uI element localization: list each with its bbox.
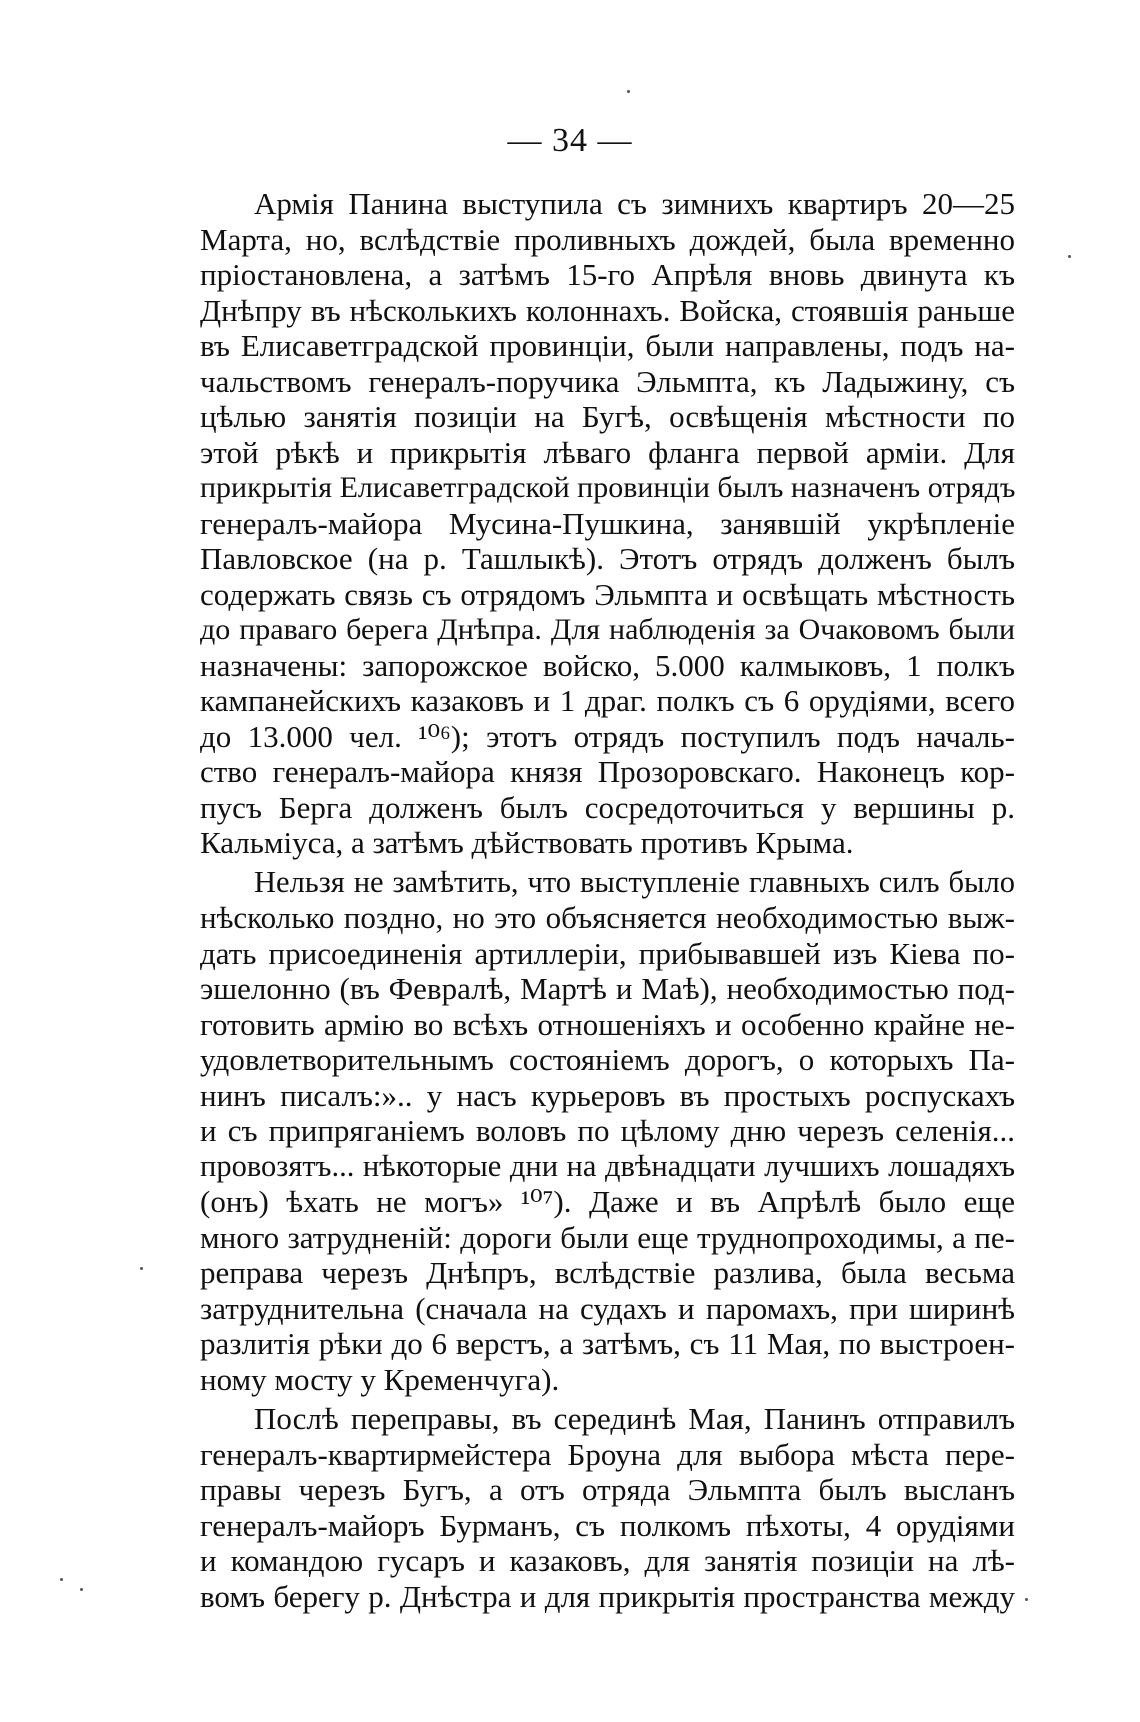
scan-speck (60, 1578, 63, 1581)
scan-speck (80, 1588, 83, 1591)
text-line: Днѣпру въ нѣсколькихъ колоннахъ. Войска, стоявшія раньше (200, 292, 1015, 328)
text-line: ному мосту у Кременчуга). (200, 1361, 560, 1397)
text-line: провозятъ... нѣкоторые дни на двѣнадцати лучшихъ лошадяхъ (200, 1148, 1015, 1183)
text-line: удовлетворительнымъ состояніемъ дорогъ, о которыхъ Па- (200, 1042, 1015, 1077)
text-line: цѣлью занятія позиціи на Бугѣ, освѣщенія мѣстности по (200, 399, 1015, 434)
text-line: пусъ Берга долженъ былъ сосредоточиться у вершины р. (200, 789, 1015, 825)
text-line: вомъ берегу р. Днѣстра и для прикрытія пространства между (200, 1578, 1015, 1614)
text-line: правы черезъ Бугъ, а отъ отряда Эльмпта былъ высланъ (200, 1472, 1015, 1507)
text-line: ство генералъ-майора князя Прозоровскаго. Наконецъ кор- (200, 754, 1015, 789)
text-line: нѣсколько поздно, но это объясняется необходимостью выж- (200, 900, 1015, 935)
text-line: эшелонно (въ Февралѣ, Мартѣ и Маѣ), необходимостью под- (200, 971, 1015, 1006)
text-line: дать присоединенія артиллеріи, прибывавшей изъ Кіева по- (200, 935, 1015, 971)
text-line: Павловское (на р. Ташлыкѣ). Этотъ отрядъ долженъ былъ (200, 541, 1015, 576)
paragraph-1 (200, 186, 1015, 861)
body-text (200, 186, 1015, 1614)
text-line: пріостановлена, а затѣмъ 15-го Апрѣля вновь двинута къ (200, 257, 1015, 292)
text-line: Марта, но, вслѣдствіе проливныхъ дождей, была временно (200, 221, 1015, 257)
text-line: прикрытія Елисаветградской провинціи былъ назначенъ отрядъ (200, 471, 1016, 504)
text-line: Армія Панина выступила съ зимнихъ квартиръ 20—25 (254, 186, 1015, 221)
text-line: Нельзя не замѣтить, что выступленіе главныхъ силъ было (254, 864, 1015, 899)
text-line: Кальміуса, а затѣмъ дѣйствовать противъ Крыма. (200, 825, 854, 860)
text-line: (онъ) ѣхать не могъ» ¹⁰⁷). Даже и въ Апрѣлѣ было еще (200, 1184, 1015, 1219)
page-number: — 34 — (507, 122, 633, 159)
text-line: Послѣ переправы, въ серединѣ Мая, Панинъ отправилъ (254, 1401, 1015, 1436)
text-line: разлитія рѣки до 6 верстъ, а затѣмъ, съ 11 Мая, по выстроен- (200, 1326, 1015, 1361)
scan-speck (1025, 1598, 1028, 1601)
text-line: кампанейскихъ казаковъ и 1 драг. полкъ съ 6 орудіями, всего (200, 683, 1015, 718)
text-line: до 13.000 чел. ¹⁰⁶); этотъ отрядъ поступилъ подъ началь- (200, 718, 1015, 754)
text-line: до праваго берега Днѣпра. Для наблюденія за Очаковомъ были (200, 613, 1015, 646)
text-line: въ Елисаветградской провинціи, были направлены, подъ на- (200, 328, 1015, 363)
text-line: генералъ-майоръ Бурманъ, съ полкомъ пѣхоты, 4 орудіями (200, 1507, 1015, 1543)
scan-speck (627, 90, 630, 93)
text-line: генералъ-майора Мусина-Пушкина, занявшій укрѣпленіе (200, 505, 1015, 541)
scan-speck (1068, 255, 1071, 258)
text-line: этой рѣкѣ и прикрытія лѣваго фланга первой арміи. Для (200, 434, 1015, 470)
text-line: много затрудненій: дороги были еще труднопроходимы, а пе- (200, 1219, 1015, 1255)
text-line: и командою гусаръ и казаковъ, для занятія позиціи на лѣ- (200, 1543, 1015, 1578)
text-line: назначены: запорожское войско, 5.000 калмыковъ, 1 полкъ (200, 647, 1015, 683)
paragraph-2 (200, 865, 1015, 1398)
text-line: реправа черезъ Днѣпръ, вслѣдствіе разлива, была весьма (200, 1255, 1015, 1290)
text-line: и съ припряганіемъ воловъ по цѣлому дню черезъ селенія... (200, 1113, 1015, 1148)
text-line: генералъ-квартирмейстера Броуна для выбора мѣста пере- (200, 1436, 1015, 1472)
scan-speck (140, 1267, 143, 1270)
text-line: содержать связь съ отрядомъ Эльмпта и освѣщать мѣстность (200, 576, 1015, 612)
text-line: чальствомъ генералъ-поручика Эльмпта, къ Ладыжину, съ (200, 363, 1015, 399)
paragraph-3 (200, 1401, 1015, 1614)
text-line: готовить армію во всѣхъ отношеніяхъ и особенно крайне не- (200, 1006, 1015, 1042)
text-line: затруднительна (сначала на судахъ и паромахъ, при ширинѣ (200, 1290, 1015, 1326)
text-line: нинъ писалъ:».. у насъ курьеровъ въ простыхъ роспускахъ (200, 1077, 1015, 1113)
